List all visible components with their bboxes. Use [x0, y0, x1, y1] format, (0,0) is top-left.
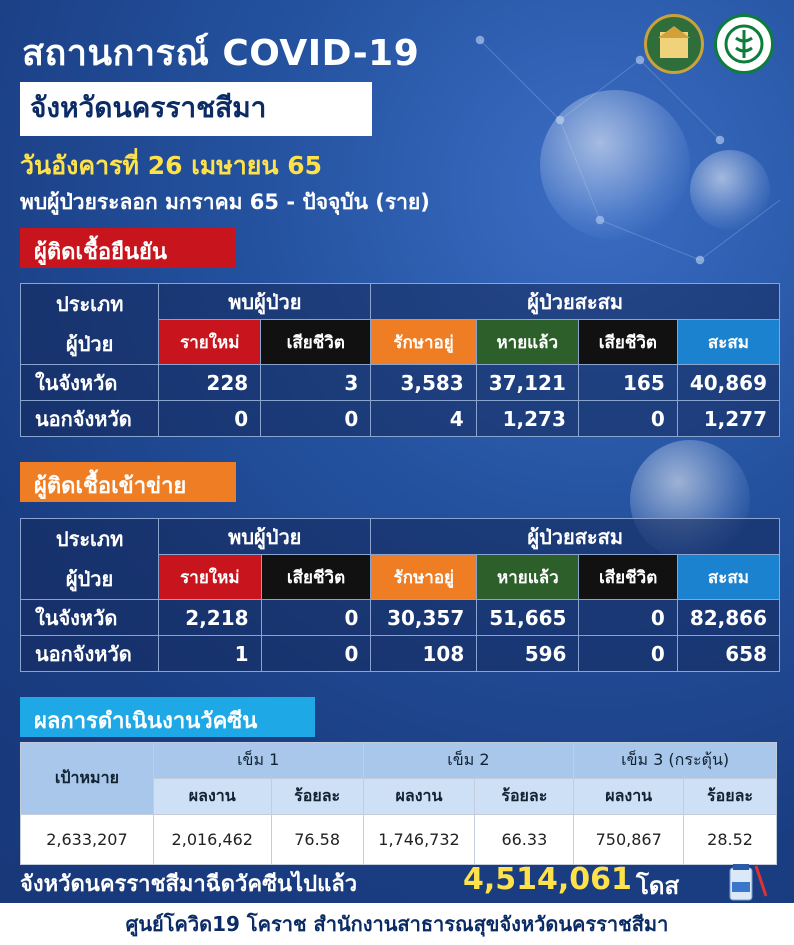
vaccine-heading: ผลการดำเนินงานวัคซีน	[20, 697, 315, 737]
table-row	[21, 365, 780, 401]
row-label: นอกจังหวัด	[21, 636, 159, 672]
virus-decoration	[690, 150, 770, 230]
group-header-cumulative: ผู้ป่วยสะสม	[371, 284, 780, 320]
col-new: รายใหม่	[159, 555, 261, 600]
cell: 0	[261, 401, 371, 437]
col-dead-cum: เสียชีวิต	[578, 320, 677, 365]
cell: 0	[579, 600, 677, 636]
report-date: วันอังคารที่ 26 เมษายน 65	[20, 151, 322, 180]
dose3-header: เข็ม 3 (กระตุ้น)	[574, 743, 777, 779]
cell: 165	[578, 365, 677, 401]
col-recovered: หายแล้ว	[476, 320, 578, 365]
row-label: นอกจังหวัด	[21, 401, 159, 437]
cell: 30,357	[371, 600, 477, 636]
cell: 228	[159, 365, 261, 401]
probable-table	[20, 518, 780, 672]
result-header: ผลงาน	[153, 779, 271, 815]
vaccine-vial-icon	[724, 860, 770, 904]
table-row	[21, 600, 780, 636]
logos	[644, 14, 774, 74]
result-header: ผลงาน	[363, 779, 475, 815]
page-title: สถานการณ์ COVID-19	[22, 33, 420, 74]
cell: 1	[159, 636, 261, 672]
province-name: จังหวัดนครราชสีมา	[20, 82, 372, 136]
row-label: ในจังหวัด	[21, 365, 159, 401]
total-value: 4,514,061	[463, 862, 632, 897]
total-label: จังหวัดนครราชสีมาฉีดวัคซีนไปแล้ว	[20, 872, 358, 897]
table-row	[21, 815, 777, 865]
probable-heading: ผู้ติดเชื้อเข้าข่าย	[20, 462, 236, 502]
group-header-cumulative: ผู้ป่วยสะสม	[371, 519, 780, 555]
row-label: ในจังหวัด	[21, 600, 159, 636]
cell: 658	[677, 636, 779, 672]
col-dead-cum: เสียชีวิต	[579, 555, 677, 600]
cell: 0	[261, 636, 371, 672]
cell: 0	[159, 401, 261, 437]
dose2-header: เข็ม 2	[363, 743, 574, 779]
cell: 40,869	[677, 365, 779, 401]
group-header-new: พบผู้ป่วย	[159, 284, 371, 320]
ministry-public-health-icon	[714, 14, 774, 74]
total-doses	[20, 862, 680, 901]
col-new: รายใหม่	[159, 320, 261, 365]
cell: 596	[477, 636, 579, 672]
wave-caption: พบผู้ป่วยระลอก มกราคม 65 - ปัจจุบัน (ราย)	[20, 190, 430, 214]
dose3-percent: 28.52	[684, 815, 777, 865]
target-header: เป้าหมาย	[21, 743, 154, 815]
dose1-percent: 76.58	[271, 815, 363, 865]
cell: 108	[371, 636, 477, 672]
virus-decoration	[540, 90, 690, 240]
dose2-percent: 66.33	[475, 815, 574, 865]
confirmed-table	[20, 283, 780, 437]
cell: 4	[371, 401, 476, 437]
col-treating: รักษาอยู่	[371, 555, 477, 600]
cell: 0	[261, 600, 371, 636]
type-header: ประเภท ผู้ป่วย	[21, 284, 159, 365]
table-row	[21, 636, 780, 672]
dose1-header: เข็ม 1	[153, 743, 363, 779]
cell: 3	[261, 365, 371, 401]
confirmed-heading: ผู้ติดเชื้อยืนยัน	[20, 228, 236, 268]
dose3-result: 750,867	[574, 815, 684, 865]
cell: 1,277	[677, 401, 779, 437]
col-recovered: หายแล้ว	[477, 555, 579, 600]
vaccine-table	[20, 742, 777, 865]
cell: 37,121	[476, 365, 578, 401]
dose2-result: 1,746,732	[363, 815, 475, 865]
group-header-new: พบผู้ป่วย	[159, 519, 371, 555]
dose1-result: 2,016,462	[153, 815, 271, 865]
percent-header: ร้อยละ	[271, 779, 363, 815]
province-emblem-icon	[644, 14, 704, 74]
type-header: ประเภท ผู้ป่วย	[21, 519, 159, 600]
cell: 2,218	[159, 600, 261, 636]
col-cumulative: สะสม	[677, 320, 779, 365]
col-dead: เสียชีวิต	[261, 555, 371, 600]
cell: 51,665	[477, 600, 579, 636]
cell: 0	[579, 636, 677, 672]
percent-header: ร้อยละ	[475, 779, 574, 815]
target-value: 2,633,207	[21, 815, 154, 865]
col-cumulative: สะสม	[677, 555, 779, 600]
cell: 82,866	[677, 600, 779, 636]
result-header: ผลงาน	[574, 779, 684, 815]
col-treating: รักษาอยู่	[371, 320, 476, 365]
cell: 0	[578, 401, 677, 437]
percent-header: ร้อยละ	[684, 779, 777, 815]
cell: 1,273	[476, 401, 578, 437]
footer: ศูนย์โควิด19 โคราช สำนักงานสาธารณสุขจังหวัดนครราชสีมา	[0, 903, 794, 945]
col-dead: เสียชีวิต	[261, 320, 371, 365]
table-row	[21, 401, 780, 437]
total-unit: โดส	[636, 872, 680, 900]
cell: 3,583	[371, 365, 476, 401]
